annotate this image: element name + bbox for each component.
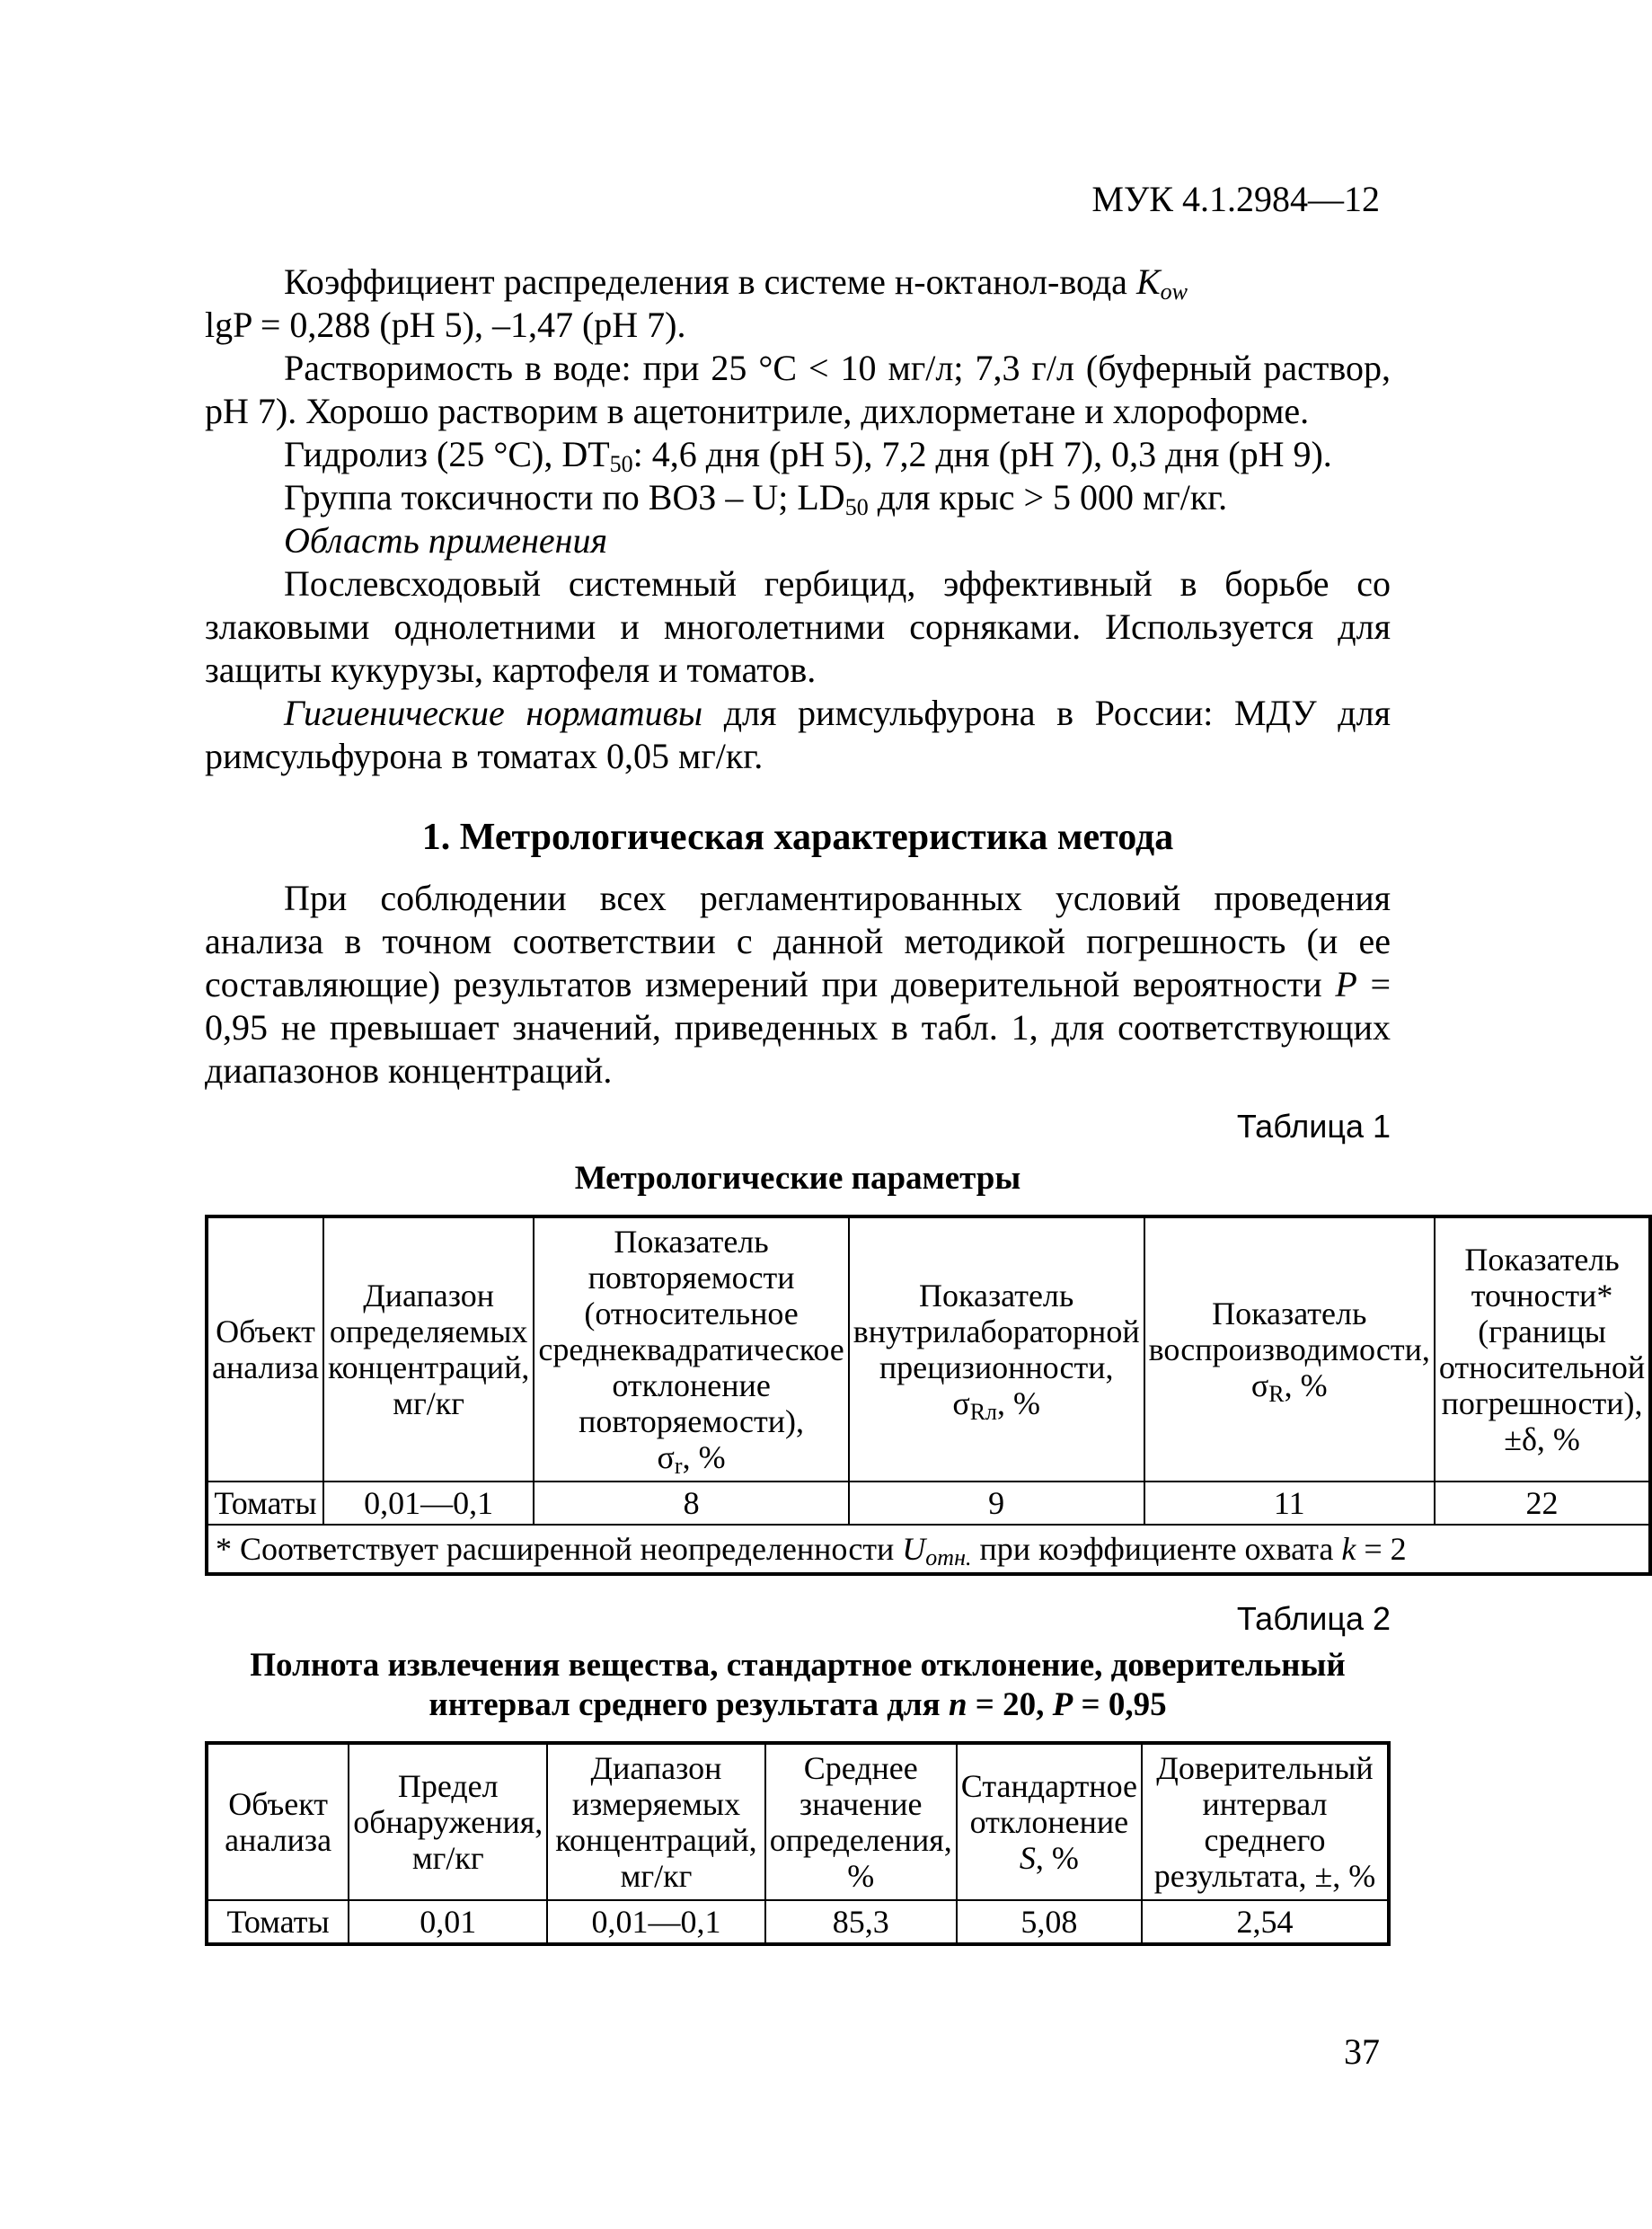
table-row: [207, 1482, 1650, 1525]
cell-repeatability: 8: [534, 1482, 848, 1525]
metrology-paragraph: [205, 877, 1391, 1092]
metrology-text-b: = 0,95 не превышает значений, приведенных в табл. 1, для соответствующих диапазонов концентраций.: [205, 964, 1391, 1091]
sigma-r-unit: , %: [682, 1439, 726, 1475]
footnote-text-b: при коэффициенте охвата: [971, 1531, 1342, 1567]
hydrolysis-text-a: Гидролиз (25 °С), DT: [284, 434, 610, 474]
cell-mean: 85,3: [765, 1900, 957, 1944]
k-symbol: K: [1135, 261, 1161, 302]
k-coef-symbol: k: [1341, 1531, 1356, 1567]
table-note-row: [207, 1525, 1650, 1574]
header-std-dev-text: Стандартное отклонение: [960, 1768, 1137, 1840]
hygiene-norms-text: для римсульфурона в России: МДУ для римсульфурона в томатах 0,05 мг/кг.: [205, 693, 1391, 776]
header-repeatability: [534, 1216, 848, 1482]
metrology-table: [205, 1215, 1652, 1576]
partition-coefficient-paragraph: [205, 261, 1391, 304]
table-2-caption-line2b: = 20,: [967, 1686, 1053, 1723]
header-object: Объект анализа: [207, 1743, 349, 1900]
sigma-R-symbol: σ: [1250, 1367, 1269, 1403]
header-reproducibility: [1144, 1216, 1435, 1482]
document-code-header: МУК 4.1.2984—12: [1091, 179, 1380, 219]
header-std-dev-unit: , %: [1035, 1840, 1079, 1876]
header-std-dev: [957, 1743, 1142, 1900]
header-accuracy: Показатель точности* (границы относительной погрешности), ±δ, %: [1435, 1216, 1650, 1482]
cell-object: Томаты: [207, 1482, 323, 1525]
header-mean: Среднее значение определения, %: [765, 1743, 957, 1900]
cell-object: Томаты: [207, 1900, 349, 1944]
header-range: Диапазон определяемых концентраций, мг/кг: [323, 1216, 534, 1482]
header-detection-limit: Предел обнаружения, мг/кг: [349, 1743, 547, 1900]
cell-std-dev: 5,08: [957, 1900, 1142, 1944]
cell-range: 0,01—0,1: [323, 1482, 534, 1525]
p-symbol: P: [1335, 964, 1357, 1004]
application-paragraph: Послевсходовый системный гербицид, эффективный в борьбе со злаковыми однолетними и многолетними сорняками. Используется для защиты кукурузы, картофеля и томатов.: [205, 563, 1391, 690]
header-confidence-interval: Доверительный интервал среднего результата, ±, %: [1142, 1743, 1389, 1900]
table-1-label: Таблица 1: [1236, 1108, 1391, 1145]
table-2-label: Таблица 2: [1236, 1600, 1391, 1637]
sigma-R-subscript: R: [1268, 1381, 1285, 1407]
u-symbol: U: [902, 1531, 926, 1567]
hygiene-norms-italic: Гигиенические нормативы: [284, 693, 703, 733]
cell-intralab: 9: [849, 1482, 1144, 1525]
table-row: [207, 1900, 1389, 1944]
header-range: Диапазон измеряемых концентраций, мг/кг: [547, 1743, 764, 1900]
p-caption-symbol: P: [1052, 1686, 1073, 1723]
sigma-r-symbol: σ: [657, 1439, 675, 1475]
sigma-R-unit: , %: [1284, 1367, 1328, 1403]
header-reproducibility-text: Показатель воспроизводимости,: [1148, 1296, 1430, 1367]
toxicity-paragraph: [205, 476, 1391, 519]
s-symbol: S: [1019, 1840, 1036, 1876]
table-2-caption-line2c: = 0,95: [1073, 1686, 1167, 1723]
cell-reproducibility: 11: [1144, 1482, 1435, 1525]
u-subscript: отн.: [925, 1544, 972, 1570]
hygiene-norms-paragraph: [205, 692, 1391, 778]
cell-accuracy: 22: [1435, 1482, 1650, 1525]
partition-coefficient-text: Коэффициент распределения в системе н-октанол-вода: [284, 261, 1136, 302]
table-1-caption: Метрологические параметры: [574, 1160, 1021, 1197]
table-header-row: [207, 1743, 1389, 1900]
n-symbol: n: [948, 1686, 967, 1723]
recovery-table: [205, 1741, 1391, 1946]
sigma-rl-symbol: σ: [952, 1385, 970, 1421]
header-object: Объект анализа: [207, 1216, 323, 1482]
table-2-caption-line1: Полнота извлечения вещества, стандартное отклонение, доверительный: [250, 1647, 1346, 1684]
sigma-r-subscript: r: [674, 1453, 683, 1479]
partition-coefficient-values: lgP = 0,288 (pH 5), –1,47 (pH 7).: [205, 305, 686, 345]
hydrolysis-text-b: : 4,6 дня (pH 5), 7,2 дня (pH 7), 0,3 дня (pH 9).: [632, 434, 1332, 474]
solubility-paragraph: Растворимость в воде: при 25 °С < 10 мг/л; 7,3 г/л (буферный раствор, pH 7). Хорошо растворим в ацетонитриле, дихлорметане и хлороформе.: [205, 348, 1391, 431]
cell-confidence-interval: 2,54: [1142, 1900, 1389, 1944]
metrology-text-a: При соблюдении всех регламентированных условий проведения анализа в точном соответствии с данной методикой погрешность (и ее составляющие) результатов измерений при доверительной вероятности: [205, 878, 1391, 1004]
toxicity-text-a: Группа токсичности по ВОЗ – U; LD: [284, 477, 845, 517]
header-intralab-text: Показатель внутрилабораторной прецизионности,: [853, 1278, 1140, 1385]
table-footnote: [207, 1525, 1650, 1574]
sigma-rl-unit: , %: [997, 1385, 1041, 1421]
section-1-heading: 1. Метрологическая характеристика метода: [421, 817, 1174, 858]
application-area-title: Область применения: [284, 520, 608, 561]
table-2-caption: [205, 1646, 1391, 1725]
cell-range: 0,01—0,1: [547, 1900, 764, 1944]
toxicity-text-b: для крыс > 5 000 мг/кг.: [868, 477, 1228, 517]
page-number: 37: [1344, 2031, 1380, 2072]
cell-detection-limit: 0,01: [349, 1900, 547, 1944]
sigma-rl-subscript: Rл: [969, 1399, 998, 1425]
header-intralab: [849, 1216, 1144, 1482]
hydrolysis-paragraph: [205, 433, 1391, 476]
k-subscript: ow: [1160, 279, 1188, 305]
table-2-caption-line2a: интервал среднего результата для: [428, 1686, 949, 1723]
footnote-text-c: = 2: [1356, 1531, 1407, 1567]
hydrolysis-subscript: 50: [609, 451, 633, 477]
page-content: [205, 261, 1646, 1946]
table-header-row: [207, 1216, 1650, 1482]
header-repeatability-text: Показатель повторяемости (относительное среднеквадратическое отклонение повторяемости),: [538, 1224, 844, 1439]
footnote-text-a: * Соответствует расширенной неопределенности: [216, 1531, 903, 1567]
toxicity-subscript: 50: [844, 494, 869, 520]
